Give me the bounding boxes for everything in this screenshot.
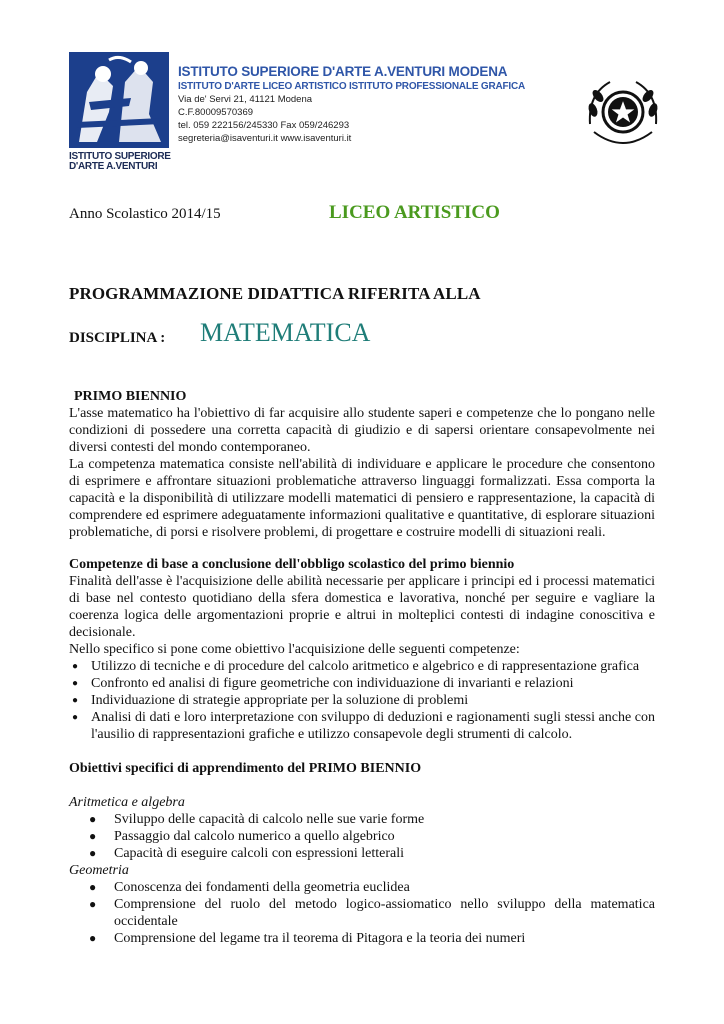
primo-biennio-paragraph-2: La competenza matematica consiste nell'abilità di individuare e applicare le procedure che consentono di esprimere e affrontare situazioni problematiche attraverso linguaggi formalizzati. Essa comporta la capacità e la disponibilità di utilizzare modelli matematici di pensiero e rappresentazione, la capacità di comprendere ed esprimere adeguatamente informazioni qualitative e quantitative, di esplorare situazioni problematiche, di porsi e risolvere problemi, di progettare e costruire modelli di situazioni reali. [69,457,655,540]
school-year: Anno Scolastico 2014/15 [69,206,221,222]
aritmetica-list [69,811,655,862]
primo-biennio-paragraph-1: L'asse matematico ha l'obiettivo di far acquisire allo studente saperi e competenze che lo pongano nelle condizioni di possedere una corretta capacità di giudizio e di sapersi orientare consapevolmente nei diversi contesti del mondo contemporaneo. [69,406,655,455]
document-body [69,388,655,947]
list-item: ● Conoscenza dei fondamenti della geometria euclidea [89,880,410,895]
aritmetica-label: Aritmetica e algebra [69,795,185,810]
header-cf: C.F.80009570369 [178,107,254,118]
primo-biennio-heading: PRIMO BIENNIO [74,389,187,404]
school-header [178,64,525,145]
school-logo [69,52,169,170]
list-item: ● Sviluppo delle capacità di calcolo nelle sue varie forme [89,812,425,827]
obiettivi-heading: Obiettivi specifici di apprendimento del PRIMO BIENNIO [69,761,422,776]
list-item: ● Individuazione di strategie appropriate per la soluzione di problemi [72,693,469,708]
competenze-paragraph-2: Nello specifico si pone come obiettivo l'acquisizione delle seguenti competenze: [69,642,520,657]
programma-title: PROGRAMMAZIONE DIDATTICA RIFERITA ALLA [69,284,481,303]
republic-emblem [584,74,662,152]
logo-caption-line1: ISTITUTO SUPERIORE [69,151,171,162]
list-item: ● Analisi di dati e loro interpretazione con sviluppo di deduzioni e ragionamenti sugli stessi anche con l'ausilio di rappresentazioni grafiche e utilizzo consapevole degli strumenti di calcolo. [72,710,655,742]
competenze-paragraph-1: Finalità dell'asse è l'acquisizione delle abilità necessarie per applicare i principi ed i processi matematici di base nel contesto quotidiano della sfera domestica e lavorativa, nonché per seguire e vagliare la coerenza logica delle argomentazioni proprie e altrui in molteplici contesti di indagine conoscitiva e decisionale. [69,574,655,640]
list-item: ● Passaggio dal calcolo numerico a quello algebrico [89,829,395,844]
header-school-subtitle: ISTITUTO D'ARTE LICEO ARTISTICO ISTITUTO PROFESSIONALE GRAFICA [178,81,526,92]
list-item: ● Comprensione del ruolo del metodo logico-assiomatico nello sviluppo della matematica occidentale [89,897,655,929]
logo-artwork [69,52,169,148]
header-address: Via de' Servi 21, 41121 Modena [178,94,313,105]
school-type: LICEO ARTISTICO [329,202,500,223]
list-item: ● Comprensione del legame tra il teorema di Pitagora e la teoria dei numeri [89,931,526,946]
header-email: segreteria@isaventuri.it www.isaventuri.it [178,133,352,144]
list-item: ● Capacità di eseguire calcoli con espressioni letterali [89,846,404,861]
geometria-label: Geometria [69,863,129,878]
disciplina-label: DISCIPLINA : [69,330,166,346]
geometria-list [69,879,655,947]
logo-caption [69,152,169,172]
logo-caption-line2: D'ARTE A.VENTURI [69,161,158,172]
header-school-name: ISTITUTO SUPERIORE D'ARTE A.VENTURI MODENA [178,64,508,79]
competenze-list [69,658,655,743]
list-item: ● Utilizzo di tecniche e di procedure del calcolo aritmetico e algebrico e di rappresentazione grafica [72,659,640,674]
competenze-heading: Competenze di base a conclusione dell'obbligo scolastico del primo biennio [69,557,515,572]
list-item: ● Confronto ed analisi di figure geometriche con individuazione di invarianti e relazioni [72,676,574,691]
disciplina-value: MATEMATICA [200,318,371,347]
header-tel: tel. 059 222156/245330 Fax 059/246293 [178,120,350,131]
